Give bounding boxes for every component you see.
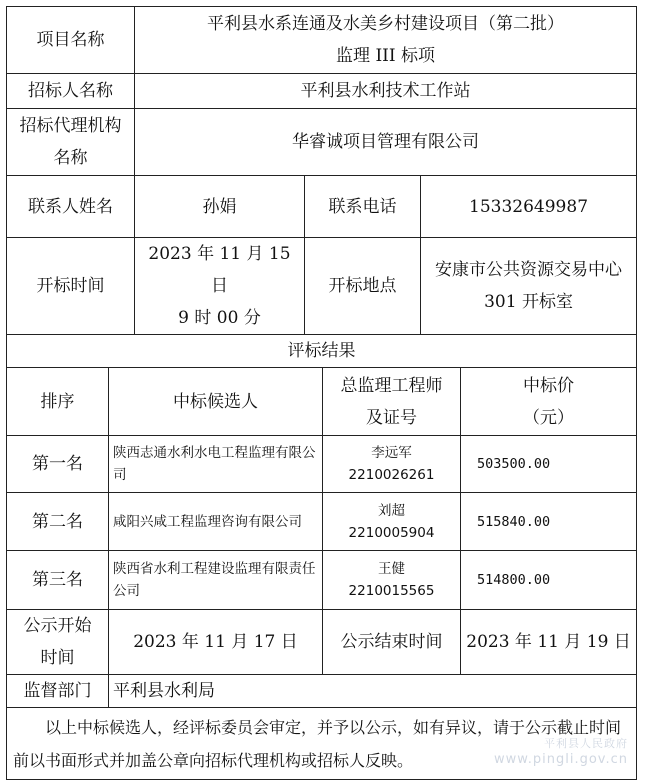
price-header: 中标价 （元） xyxy=(461,368,637,436)
engineer-cell: 李远军 2210026261 xyxy=(323,436,461,493)
results-header-row xyxy=(7,368,637,436)
contact-phone-value: 15332649987 xyxy=(421,176,637,238)
watermark-url: www.pingli.gov.cn xyxy=(494,752,628,767)
opening-place-value: 安康市公共资源交易中心 301 开标室 xyxy=(421,238,637,335)
bid-result-document xyxy=(6,6,636,780)
site-watermark xyxy=(494,736,628,768)
tenderer-row xyxy=(7,74,637,109)
agency-label: 招标代理机构 名称 xyxy=(7,109,135,176)
contact-row xyxy=(7,176,637,238)
rank-header: 排序 xyxy=(7,368,109,436)
bid-result-table xyxy=(6,6,637,780)
rank-cell: 第三名 xyxy=(7,551,109,610)
candidate-cell: 咸阳兴咸工程监理咨询有限公司 xyxy=(109,493,323,551)
opening-row xyxy=(7,238,637,335)
publicity-end-value: 2023 年 11 月 19 日 xyxy=(461,610,637,675)
tenderer-value: 平利县水利技术工作站 xyxy=(135,74,637,109)
opening-place-label: 开标地点 xyxy=(305,238,421,335)
agency-row xyxy=(7,109,637,176)
candidate-cell: 陕西志通水利水电工程监理有限公司 xyxy=(109,436,323,493)
supervision-label: 监督部门 xyxy=(7,675,109,708)
results-title-row xyxy=(7,335,637,368)
supervisor-header: 总监理工程师 及证号 xyxy=(323,368,461,436)
table-row xyxy=(7,493,637,551)
opening-time-value: 2023 年 11 月 15 日 9 时 00 分 xyxy=(135,238,305,335)
project-row xyxy=(7,7,637,74)
watermark-site-name: 平利县人民政府 xyxy=(544,737,628,750)
agency-value: 华睿诚项目管理有限公司 xyxy=(135,109,637,176)
rank-cell: 第二名 xyxy=(7,493,109,551)
price-cell: 503500.00 xyxy=(461,436,637,493)
supervision-value: 平利县水利局 xyxy=(109,675,637,708)
contact-name-value: 孙娟 xyxy=(135,176,305,238)
candidate-header: 中标候选人 xyxy=(109,368,323,436)
opening-time-label: 开标时间 xyxy=(7,238,135,335)
contact-phone-label: 联系电话 xyxy=(305,176,421,238)
rank-cell: 第一名 xyxy=(7,436,109,493)
supervision-row xyxy=(7,675,637,708)
price-cell: 514800.00 xyxy=(461,551,637,610)
engineer-cell: 刘超 2210005904 xyxy=(323,493,461,551)
project-name-value: 平利县水系连通及水美乡村建设项目（第二批） 监理 III 标项 xyxy=(135,7,637,74)
publicity-start-label: 公示开始 时间 xyxy=(7,610,109,675)
table-row xyxy=(7,436,637,493)
notice-text: 以上中标候选人，经评标委员会审定，并予以公示，如有异议，请于公示截止时间前以书面形式并加盖公章向招标代理机构或招标人反映。 xyxy=(7,708,637,780)
contact-name-label: 联系人姓名 xyxy=(7,176,135,238)
publicity-start-value: 2023 年 11 月 17 日 xyxy=(109,610,323,675)
results-title: 评标结果 xyxy=(7,335,637,368)
publicity-row xyxy=(7,610,637,675)
engineer-cell: 王健 2210015565 xyxy=(323,551,461,610)
table-row xyxy=(7,551,637,610)
price-cell: 515840.00 xyxy=(461,493,637,551)
tenderer-label: 招标人名称 xyxy=(7,74,135,109)
publicity-end-label: 公示结束时间 xyxy=(323,610,461,675)
candidate-cell: 陕西省水利工程建设监理有限责任公司 xyxy=(109,551,323,610)
project-name-label: 项目名称 xyxy=(7,7,135,74)
